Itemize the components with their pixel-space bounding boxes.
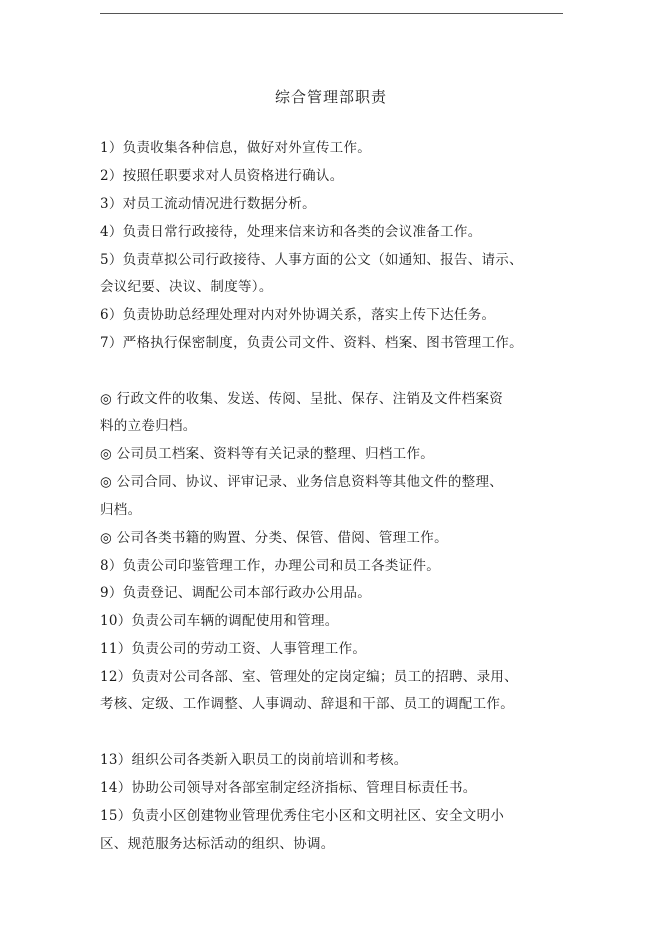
duty-line: ◎ 行政文件的收集、发送、传阅、呈批、保存、注销及文件档案资 [100,391,504,407]
duty-line: 1）负责收集各种信息，做好对外宣传工作。 [100,140,372,156]
duty-line: 12）负责对公司各部、室、管理处的定岗定编；员工的招聘、录用、 [100,669,518,685]
duty-line: 11）负责公司的劳动工资、人事管理工作。 [100,641,367,657]
duty-line: 考核、定级、工作调整、人事调动、辞退和干部、员工的调配工作。 [100,696,514,712]
duty-line: 会议纪要、决议、制度等）。 [100,279,273,295]
duty-line: 7）严格执行保密制度，负责公司文件、资料、档案、图书管理工作。 [100,335,523,351]
header-rule [100,13,563,14]
duty-line: 4）负责日常行政接待，处理来信来访和各类的会议准备工作。 [100,224,482,240]
duty-line: 区、规范服务达标活动的组织、协调。 [100,836,335,852]
duty-line: 6）负责协助总经理处理对内对外协调关系，落实上传下达任务。 [100,307,496,323]
page-title: 综合管理部职责 [274,88,387,106]
duty-line: ◎ 公司各类书籍的购置、分类、保管、借阅、管理工作。 [100,530,448,546]
duty-line: 14）协助公司领导对各部室制定经济指标、管理目标责任书。 [100,780,477,796]
duty-line: ◎ 公司合同、协议、评审记录、业务信息资料等其他文件的整理、 [100,474,504,490]
duty-line: 9）负责登记、调配公司本部行政办公用品。 [100,585,372,601]
duty-line: 8）负责公司印鉴管理工作，办理公司和员工各类证件。 [100,558,441,574]
duty-line: 5）负责草拟公司行政接待、人事方面的公文（如通知、报告、请示、 [100,252,523,268]
duty-line: 15）负责小区创建物业管理优秀住宅小区和文明社区、安全文明小 [100,808,505,824]
duty-line: 归档。 [100,502,142,518]
duty-line: 13）组织公司各类新入职员工的岗前培训和考核。 [100,752,408,768]
duty-line: 10）负责公司车辆的调配使用和管理。 [100,613,339,629]
duty-line: ◎ 公司员工档案、资料等有关记录的整理、归档工作。 [100,446,435,462]
duty-line: 料的立卷归档。 [100,418,197,434]
duty-line: 3）对员工流动情况进行数据分析。 [100,196,316,212]
duty-line: 2）按照任职要求对人员资格进行确认。 [100,168,344,184]
